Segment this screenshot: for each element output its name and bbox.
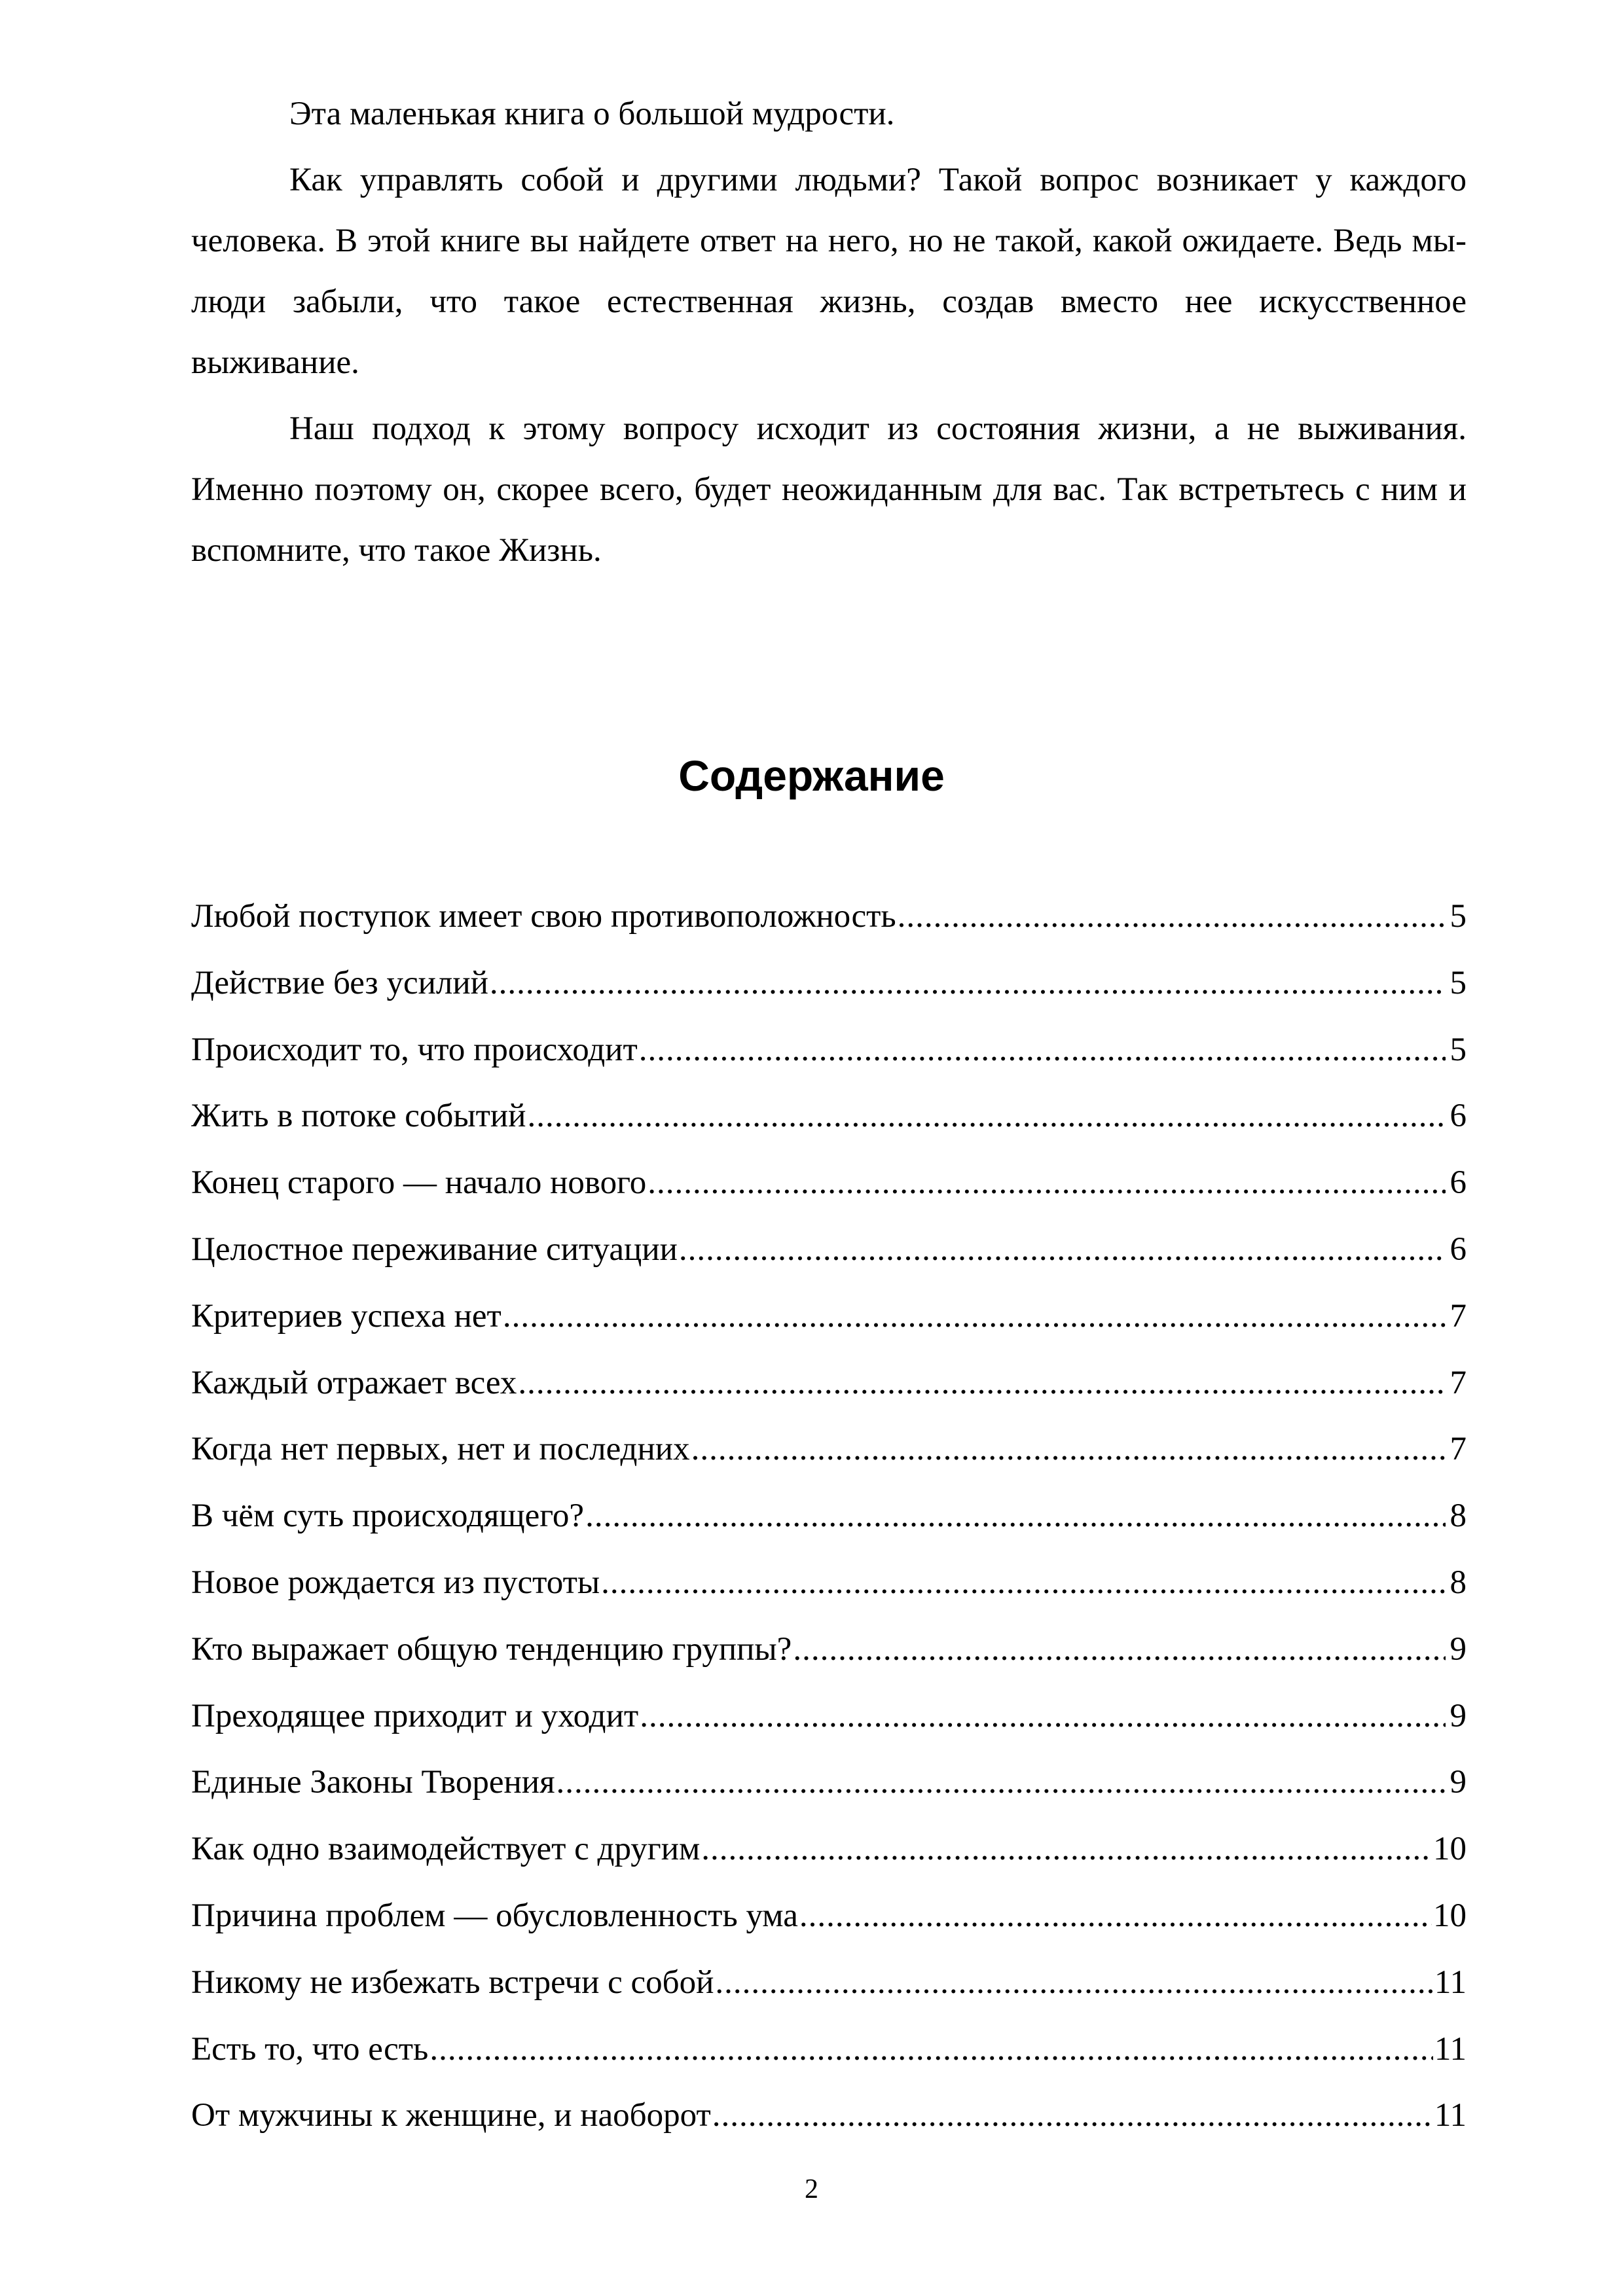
toc-leader-dots [640, 1696, 1446, 1736]
toc-leader-dots [679, 1230, 1446, 1269]
toc-entry-title: Жить в потоке событий [191, 1098, 526, 1135]
toc-entry-title: Причина проблем — обусловленность ума [191, 1897, 798, 1934]
toc-entry-title: Никому не избежать встречи с собой [191, 1964, 714, 2001]
toc-entry[interactable] [191, 1030, 1467, 1097]
toc-entry[interactable] [191, 1163, 1467, 1230]
toc-entry-title: Новое рождается из пустоты [191, 1564, 600, 1601]
toc-entry-title: В чём суть происходящего? [191, 1498, 585, 1535]
toc-leader-dots [585, 1496, 1446, 1535]
toc-entry-page: 8 [1450, 1564, 1467, 1601]
toc-entry-title: Действие без усилий [191, 964, 488, 1001]
toc-entry[interactable] [191, 2096, 1467, 2162]
toc-entry[interactable] [191, 897, 1467, 963]
toc-entry[interactable] [191, 1696, 1467, 1763]
toc-entry-title: Как одно взаимодействует с другим [191, 1831, 701, 1868]
toc-leader-dots [712, 2096, 1433, 2135]
toc-entry-title: Каждый отражает всех [191, 1364, 517, 1401]
toc-entry-page: 6 [1450, 1230, 1467, 1268]
toc-entry-page: 11 [1434, 2097, 1467, 2134]
toc-entry-title: Преходящее приходит и уходит [191, 1697, 639, 1734]
toc-entry-page: 8 [1450, 1498, 1467, 1535]
toc-entry[interactable] [191, 1630, 1467, 1696]
toc-leader-dots [691, 1429, 1446, 1469]
toc-leader-dots [701, 1829, 1432, 1869]
toc-leader-dots [518, 1363, 1446, 1403]
intro-paragraph: Как управлять собой и другими людьми? Такой вопрос возникает у каждого человека. В этой книге вы найдете ответ на него, но не такой, какой ожидаете. Ведь мы-люди забыли, что такое естественная жизнь, создав вместо нее искусственное выживание. [191, 162, 1467, 381]
intro-paragraph: Наш подход к этому вопросу исходит из состояния жизни, а не выживания. Именно поэтому он, скорее всего, будет неожиданным для вас. Так встретьтесь с ним и вспомните, что такое Жизнь. [191, 410, 1467, 569]
toc-entry-title: От мужчины к женщине, и наоборот [191, 2097, 711, 2134]
toc-entry[interactable] [191, 1763, 1467, 1829]
toc-entry[interactable] [191, 1429, 1467, 1496]
toc-leader-dots [429, 2030, 1433, 2069]
toc-leader-dots [503, 1297, 1446, 1336]
toc-entry-title: Кто выражает общую тенденцию группы? [191, 1630, 792, 1668]
toc-entry[interactable] [191, 1230, 1467, 1297]
toc-entry-page: 9 [1450, 1764, 1467, 1801]
toc-entry-title: Единые Законы Творения [191, 1764, 555, 1801]
toc-entry[interactable] [191, 1896, 1467, 1963]
toc-entry-page: 6 [1450, 1164, 1467, 1202]
toc-entry-title: Критериев успеха нет [191, 1297, 501, 1335]
toc-leader-dots [715, 1963, 1432, 2002]
toc-entry-page: 9 [1450, 1697, 1467, 1734]
toc-leader-dots [601, 1563, 1446, 1602]
toc-entry-title: Любой поступок имеет свою противоположность [191, 898, 896, 935]
toc-entry-page: 7 [1450, 1297, 1467, 1335]
toc-entry[interactable] [191, 1496, 1467, 1563]
toc-title: Содержание [678, 751, 945, 800]
toc-entry[interactable] [191, 1829, 1467, 1896]
toc-entry-title: Происходит то, что происходит [191, 1031, 638, 1068]
toc-leader-dots [647, 1163, 1446, 1202]
toc-entry-title: Конец старого — начало нового [191, 1164, 647, 1202]
toc-entry-page: 7 [1450, 1364, 1467, 1401]
toc-entry-title: Есть то, что есть [191, 2030, 429, 2068]
toc-leader-dots [799, 1896, 1432, 1935]
toc-entry-title: Когда нет первых, нет и последних [191, 1431, 690, 1468]
toc-entry-page: 5 [1450, 898, 1467, 935]
toc-entry-page: 6 [1450, 1098, 1467, 1135]
toc-leader-dots [898, 897, 1446, 936]
intro-section [191, 84, 1467, 586]
toc-entry[interactable] [191, 2030, 1467, 2096]
toc-entry-title: Целостное переживание ситуации [191, 1230, 678, 1268]
toc-entry[interactable] [191, 1096, 1467, 1163]
toc-leader-dots [639, 1030, 1446, 1069]
toc-leader-dots [793, 1630, 1446, 1669]
intro-paragraph: Эта маленькая книга о большой мудрости. [289, 96, 895, 132]
toc-entry-page: 5 [1450, 964, 1467, 1001]
page-number: 2 [805, 2174, 818, 2204]
toc-entry[interactable] [191, 1563, 1467, 1630]
toc-entry[interactable] [191, 1963, 1467, 2030]
toc-entry[interactable] [191, 963, 1467, 1030]
toc-entry[interactable] [191, 1363, 1467, 1430]
toc-leader-dots [527, 1096, 1446, 1136]
toc-leader-dots [556, 1763, 1446, 1802]
toc-entry-page: 10 [1433, 1831, 1467, 1868]
toc-entry-page: 11 [1434, 1964, 1467, 2001]
table-of-contents [191, 897, 1467, 2162]
toc-entry[interactable] [191, 1297, 1467, 1363]
toc-entry-page: 5 [1450, 1031, 1467, 1068]
toc-entry-page: 11 [1434, 2030, 1467, 2068]
toc-entry-page: 9 [1450, 1630, 1467, 1668]
toc-entry-page: 7 [1450, 1431, 1467, 1468]
toc-leader-dots [490, 963, 1446, 1003]
toc-entry-page: 10 [1433, 1897, 1467, 1934]
